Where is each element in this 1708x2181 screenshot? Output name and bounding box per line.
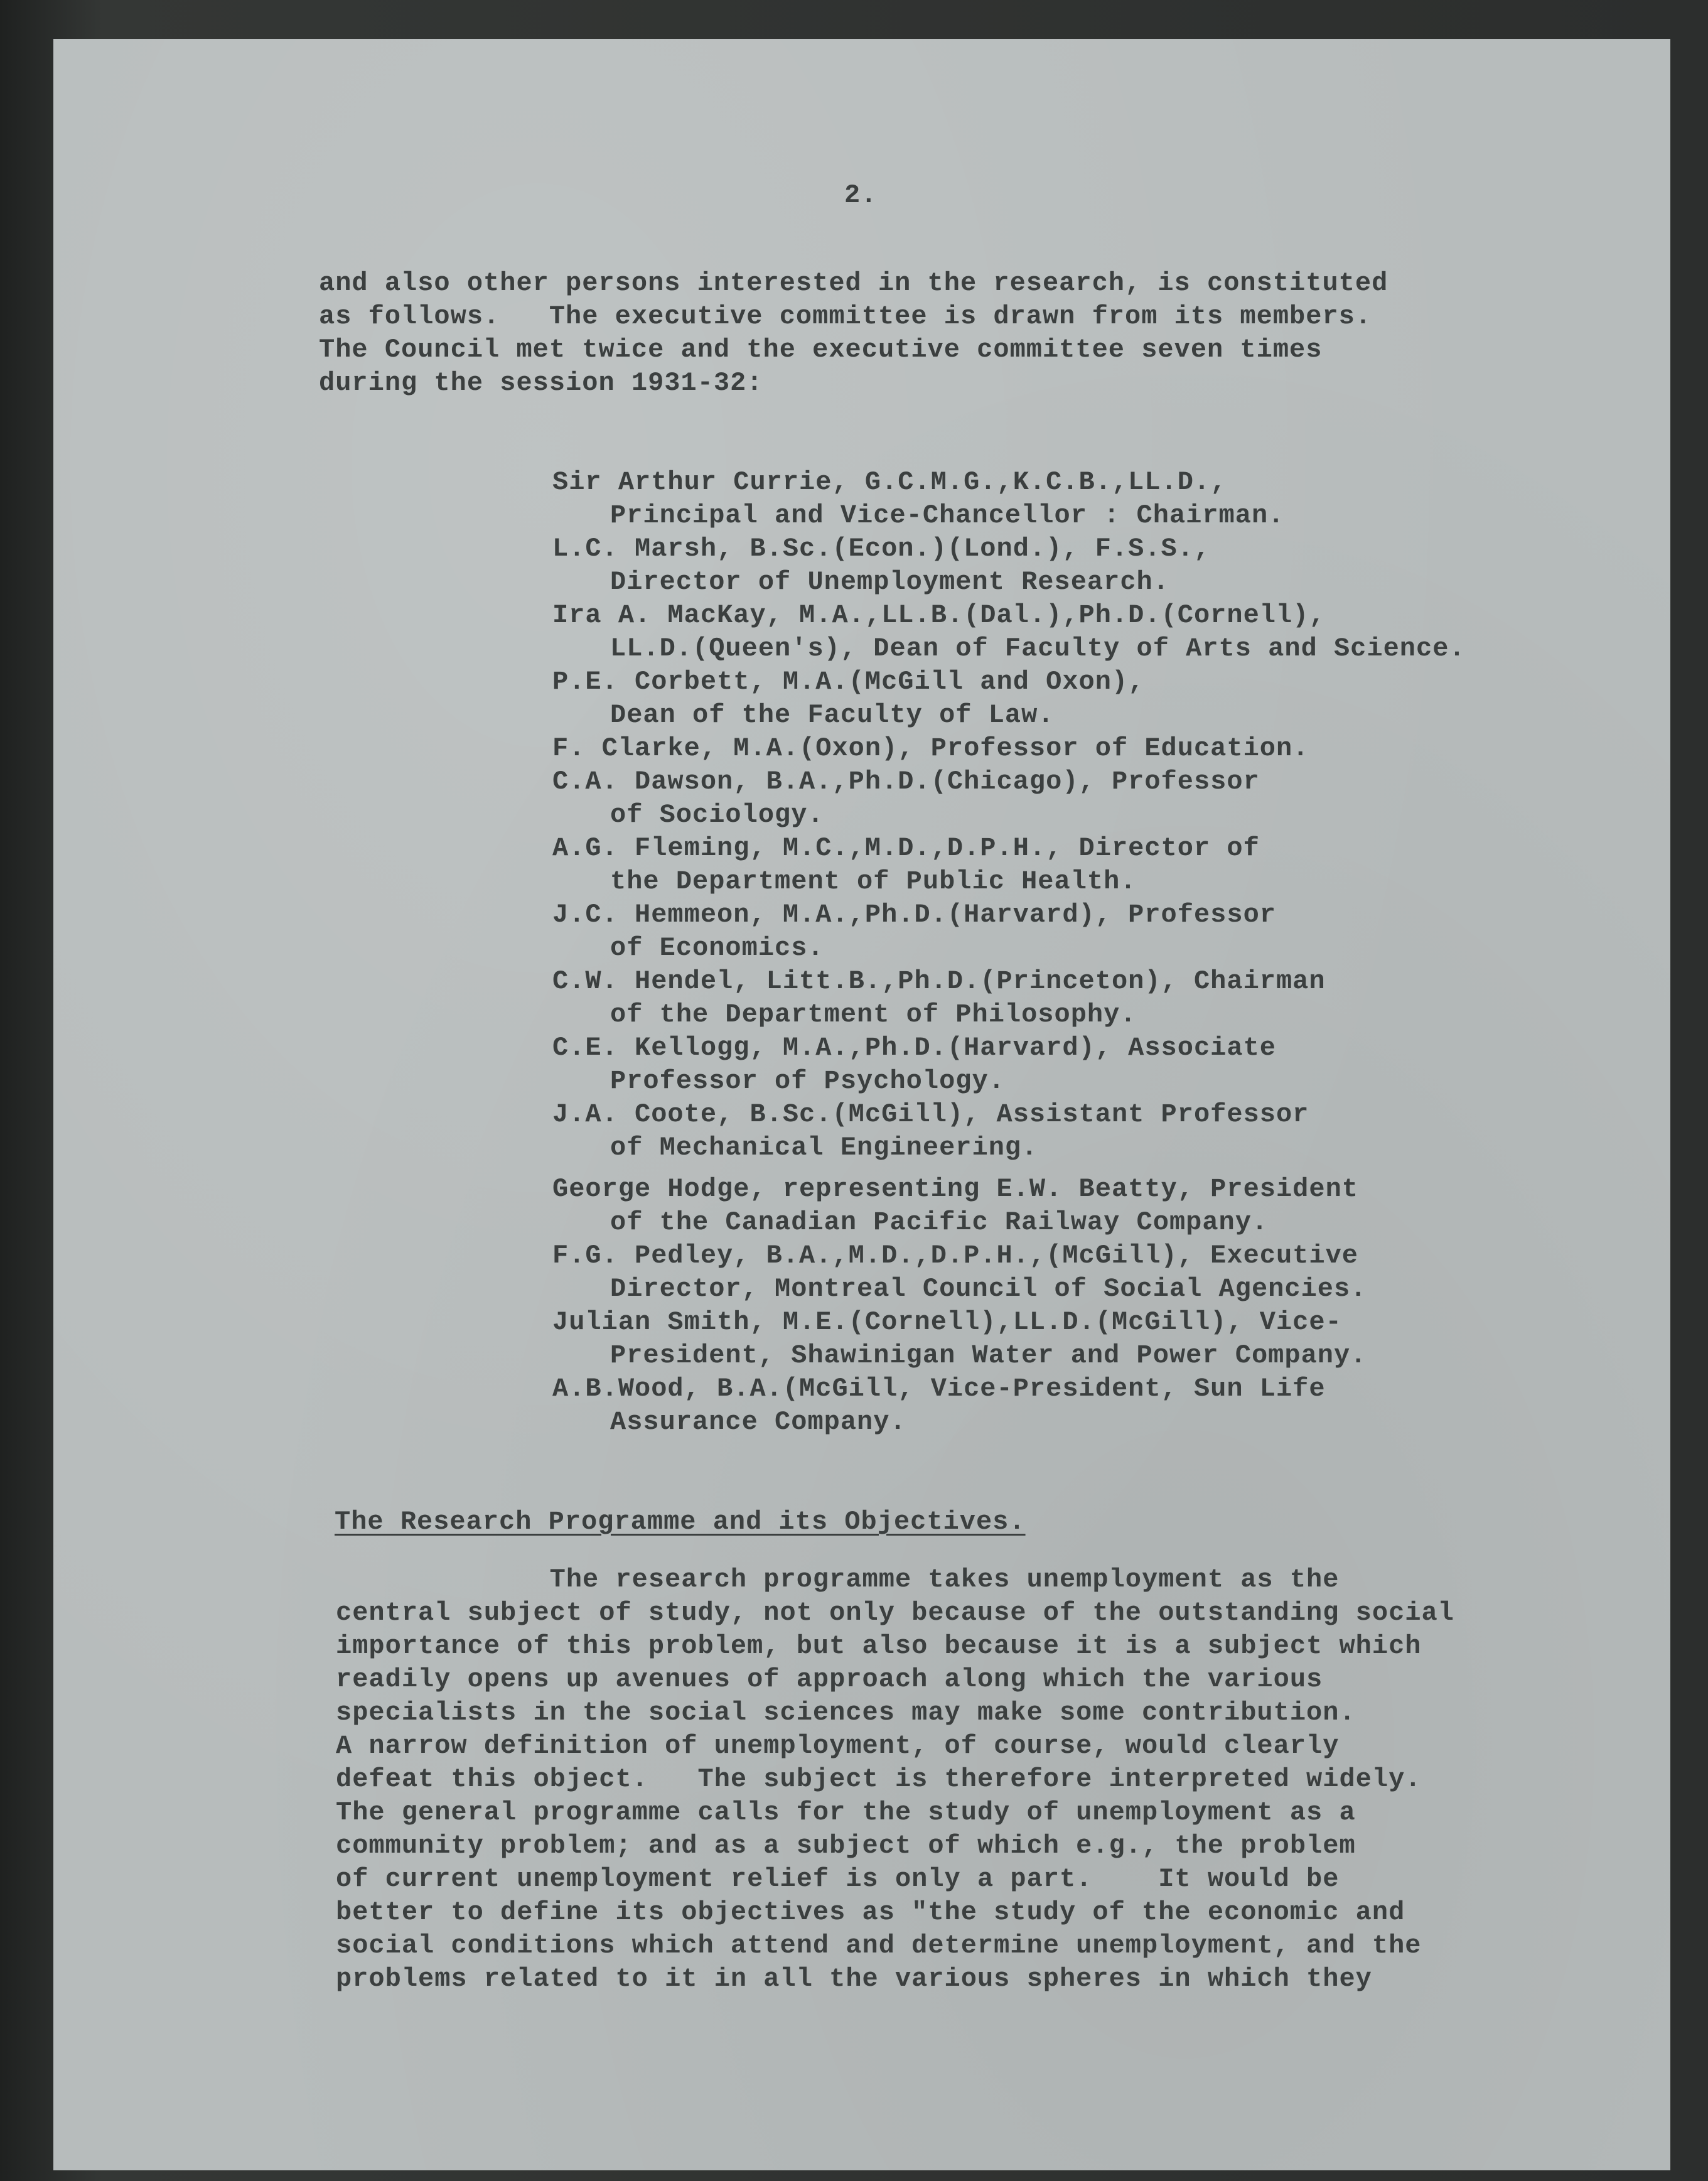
member-detail-line: Director of Unemployment Research. <box>610 567 1169 597</box>
paragraph-line: The general programme calls for the study of unemployment as a <box>336 1797 1356 1828</box>
member-entry-line: Julian Smith, M.E.(Cornell),LL.D.(McGill), Vice- <box>552 1307 1342 1337</box>
paragraph-line: defeat this object. The subject is therefore interpreted widely. <box>336 1764 1422 1794</box>
intro-line: during the session 1931-32: <box>319 368 763 398</box>
paragraph-line: community problem; and as a subject of which e.g., the problem <box>336 1831 1356 1861</box>
paragraph-line: A narrow definition of unemployment, of course, would clearly <box>336 1731 1340 1761</box>
paragraph-line: specialists in the social sciences may make some contribution. <box>336 1698 1356 1728</box>
member-entry-line: L.C. Marsh, B.Sc.(Econ.)(Lond.), F.S.S., <box>552 534 1211 564</box>
member-detail-line: Assurance Company. <box>610 1407 906 1437</box>
paragraph-line: social conditions which attend and determine unemployment, and the <box>336 1931 1422 1961</box>
member-detail-line: of the Canadian Pacific Railway Company. <box>610 1207 1269 1237</box>
intro-line: as follows. The executive committee is drawn from its members. <box>319 301 1372 331</box>
member-entry-line: Ira A. MacKay, M.A.,LL.B.(Dal.),Ph.D.(Cornell), <box>552 600 1326 630</box>
intro-paragraph <box>319 267 1388 400</box>
council-members-list <box>552 466 1466 1165</box>
member-detail-line: of the Department of Philosophy. <box>610 999 1137 1030</box>
page-number: 2. <box>844 180 878 210</box>
paragraph-line: problems related to it in all the various spheres in which they <box>336 1964 1372 1994</box>
section-heading: The Research Programme and its Objectives. <box>335 1507 1026 1537</box>
member-detail-line: Professor of Psychology. <box>610 1066 1005 1096</box>
paragraph-line: of current unemployment relief is only a part. It would be <box>336 1864 1340 1894</box>
paragraph-line: importance of this problem, but also because it is a subject which <box>336 1631 1422 1661</box>
member-detail-line: of Mechanical Engineering. <box>610 1133 1038 1163</box>
research-programme-paragraph <box>336 1563 1454 1996</box>
bleed-through-stamp <box>196 779 250 889</box>
paragraph-line: better to define its objectives as "the study of the economic and <box>336 1897 1405 1927</box>
member-detail-line: Director, Montreal Council of Social Agencies. <box>610 1274 1367 1304</box>
paragraph-line: readily opens up avenues of approach along which the various <box>336 1664 1323 1694</box>
intro-line: The Council met twice and the executive committee seven times <box>319 335 1323 365</box>
member-entry-line: C.A. Dawson, B.A.,Ph.D.(Chicago), Professor <box>552 767 1260 797</box>
member-detail-line: of Economics. <box>610 933 824 963</box>
paragraph-line: central subject of study, not only because of the outstanding social <box>336 1598 1454 1628</box>
member-entry-line: George Hodge, representing E.W. Beatty, President <box>552 1174 1359 1204</box>
member-entry-line: F.G. Pedley, B.A.,M.D.,D.P.H.,(McGill), Executive <box>552 1241 1359 1271</box>
member-entry-line: A.G. Fleming, M.C.,M.D.,D.P.H., Director of <box>552 833 1260 863</box>
member-entry-line: J.C. Hemmeon, M.A.,Ph.D.(Harvard), Professor <box>552 900 1276 930</box>
member-detail-line: LL.D.(Queen's), Dean of Faculty of Arts and Science. <box>610 633 1466 664</box>
member-entry-line: C.E. Kellogg, M.A.,Ph.D.(Harvard), Associate <box>552 1033 1276 1063</box>
council-members-list-external <box>552 1173 1367 1439</box>
member-detail-line: the Department of Public Health. <box>610 866 1137 897</box>
paragraph-line: The research programme takes unemployment as the <box>336 1564 1340 1595</box>
member-entry-line: J.A. Coote, B.Sc.(McGill), Assistant Professor <box>552 1099 1309 1129</box>
member-entry-line: P.E. Corbett, M.A.(McGill and Oxon), <box>552 667 1145 697</box>
member-detail-line: of Sociology. <box>610 800 824 830</box>
member-entry-line: A.B.Wood, B.A.(McGill, Vice-President, Sun Life <box>552 1374 1326 1404</box>
member-detail-line: President, Shawinigan Water and Power Company. <box>610 1340 1367 1371</box>
member-entry-line: Sir Arthur Currie, G.C.M.G.,K.C.B.,LL.D., <box>552 467 1227 497</box>
member-entry-line: F. Clarke, M.A.(Oxon), Professor of Education. <box>552 733 1309 763</box>
intro-line: and also other persons interested in the research, is constituted <box>319 268 1388 298</box>
member-detail-line: Principal and Vice-Chancellor : Chairman. <box>610 500 1285 530</box>
member-entry-line: C.W. Hendel, Litt.B.,Ph.D.(Princeton), Chairman <box>552 966 1326 996</box>
member-detail-line: Dean of the Faculty of Law. <box>610 700 1055 730</box>
